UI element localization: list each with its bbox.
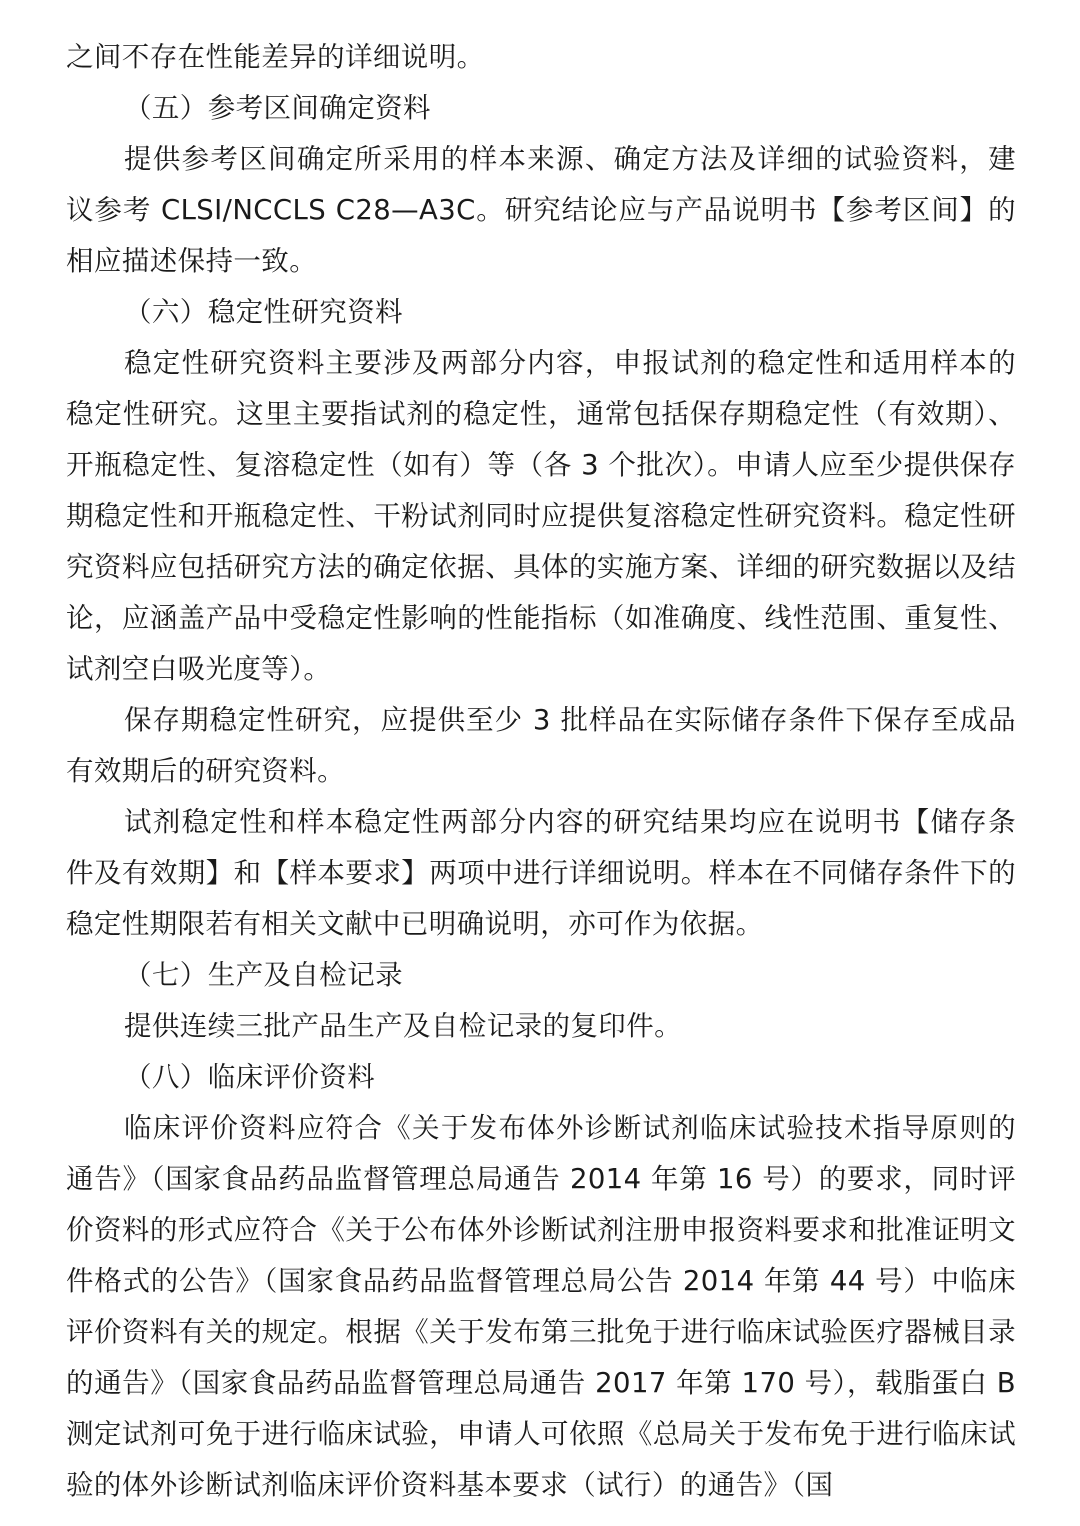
section-heading-reference-interval: （五）参考区间确定资料 — [124, 92, 431, 124]
section-heading-stability: （六）稳定性研究资料 — [124, 296, 403, 328]
paragraph-stability-results: 试剂稳定性和样本稳定性两部分内容的研究结果均应在说明书【储存条件及有效期】和【样本要求】两项中进行详细说明。样本在不同储存条件下的稳定性期限若有相关文献中已明确说明，亦可作为依据。 — [66, 806, 1016, 940]
paragraph-continuation: 之间不存在性能差异的详细说明。 — [66, 41, 485, 73]
paragraph-clinical-evaluation: 临床评价资料应符合《关于发布体外诊断试剂临床试验技术指导原则的通告》（国家食品药品监督管理总局通告 2014 年第 16 号）的要求，同时评价资料的形式应符合《关于公布体外诊断试剂注册申报资料要求和批准证明文件格式的公告》（国家食品药品监督管理总局公告 2014 年第 44 号）中临床评价资料有关的规定。根据《关于发布第三批免于进行临床试验医疗器械目录的通告》（国家食品药品监督管理总局通告 2017 年第 170 号），载脂蛋白 B 测定试剂可免于进行临床试验，申请人可依照《总局关于发布免于进行临床试验的体外诊断试剂临床评价资料基本要求（试行）的通告》（国 — [66, 1112, 1016, 1501]
paragraph-production-records: 提供连续三批产品生产及自检记录的复印件。 — [124, 1010, 682, 1042]
document-body — [66, 32, 1016, 1511]
section-heading-clinical-evaluation: （八）临床评价资料 — [124, 1061, 376, 1093]
paragraph-reference-interval: 提供参考区间确定所采用的样本来源、确定方法及详细的试验资料，建议参考 CLSI/NCCLS C28—A3C。研究结论应与产品说明书【参考区间】的相应描述保持一致。 — [66, 143, 1016, 277]
paragraph-shelf-life-stability: 保存期稳定性研究，应提供至少 3 批样品在实际储存条件下保存至成品有效期后的研究资料。 — [66, 704, 1016, 787]
paragraph-stability-overview: 稳定性研究资料主要涉及两部分内容，申报试剂的稳定性和适用样本的稳定性研究。这里主要指试剂的稳定性，通常包括保存期稳定性（有效期）、开瓶稳定性、复溶稳定性（如有）等（各 3 个批次）。申请人应至少提供保存期稳定性和开瓶稳定性、干粉试剂同时应提供复溶稳定性研究资料。稳定性研究资料应包括研究方法的确定依据、具体的实施方案、详细的研究数据以及结论，应涵盖产品中受稳定性影响的性能指标（如准确度、线性范围、重复性、试剂空白吸光度等）。 — [66, 347, 1016, 685]
section-heading-production-records: （七）生产及自检记录 — [124, 959, 403, 991]
